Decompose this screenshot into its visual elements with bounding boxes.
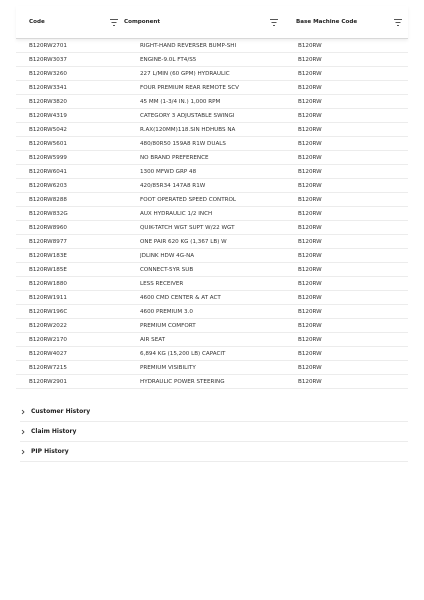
- table-row[interactable]: [16, 221, 408, 235]
- cell-base-machine-code: B120RW: [298, 56, 322, 63]
- cell-code: B120RW185E: [29, 266, 67, 273]
- cell-base-machine-code: B120RW: [298, 42, 322, 49]
- cell-component: LESS RECEIVER: [140, 280, 184, 287]
- cell-component: 1300 MFWD GRP 48: [140, 168, 197, 175]
- cell-base-machine-code: B120RW: [298, 364, 322, 371]
- cell-component: ENGINE-9.0L FT4/S5: [140, 56, 197, 63]
- cell-component: PREMIUM VISIBILITY: [140, 364, 196, 371]
- cell-component: CONNECT-5YR SUB: [140, 266, 194, 273]
- table-body: [16, 39, 408, 389]
- chevron-right-icon[interactable]: [20, 449, 26, 455]
- section-label: Customer History: [31, 408, 91, 415]
- cell-base-machine-code: B120RW: [298, 70, 322, 77]
- cell-code: B120RW5042: [29, 126, 67, 133]
- cell-base-machine-code: B120RW: [298, 378, 322, 385]
- cell-component: CATEGORY 3 ADJUSTABLE SWINGI: [140, 112, 235, 119]
- cell-base-machine-code: B120RW: [298, 238, 322, 245]
- cell-base-machine-code: B120RW: [298, 140, 322, 147]
- cell-base-machine-code: B120RW: [298, 252, 322, 259]
- cell-base-machine-code: B120RW: [298, 280, 322, 287]
- table-row[interactable]: [16, 193, 408, 207]
- filter-icon[interactable]: [270, 19, 278, 26]
- cell-code: B120RW2170: [29, 336, 67, 343]
- cell-code: B120RW2701: [29, 42, 67, 49]
- table-row[interactable]: [16, 179, 408, 193]
- cell-code: B120RW2022: [29, 322, 67, 329]
- cell-code: B120RW3037: [29, 56, 67, 63]
- cell-component: ONE PAIR 620 KG (1,367 LB) W: [140, 238, 227, 245]
- table-row[interactable]: [16, 319, 408, 333]
- cell-component: 4600 PREMIUM 3.0: [140, 308, 193, 315]
- section-label: Claim History: [31, 428, 77, 435]
- cell-base-machine-code: B120RW: [298, 210, 322, 217]
- cell-component: FOUR PREMIUM REAR REMOTE SCV: [140, 84, 239, 91]
- table-header: [16, 6, 408, 39]
- cell-base-machine-code: B120RW: [298, 154, 322, 161]
- history-sections: [20, 402, 408, 462]
- table-row[interactable]: [16, 67, 408, 81]
- cell-component: PREMIUM COMFORT: [140, 322, 196, 329]
- chevron-right-icon[interactable]: [20, 409, 26, 415]
- column-header-code[interactable]: [16, 6, 124, 38]
- table-row[interactable]: [16, 263, 408, 277]
- filter-icon[interactable]: [110, 19, 118, 26]
- cell-component: QUIK-TATCH WGT SUPT W/22 WGT: [140, 224, 235, 231]
- column-header-label: Code: [29, 19, 45, 25]
- cell-code: B120RW8977: [29, 238, 67, 245]
- cell-code: B120RW8288: [29, 196, 67, 203]
- chevron-right-icon[interactable]: [20, 429, 26, 435]
- cell-code: B120RW183E: [29, 252, 67, 259]
- cell-code: B120RW5601: [29, 140, 67, 147]
- cell-component: 480/80R50 159A8 R1W DUALS: [140, 140, 226, 147]
- cell-code: B120RW4319: [29, 112, 67, 119]
- section-claim-history[interactable]: [20, 422, 408, 442]
- cell-component: FOOT OPERATED SPEED CONTROL: [140, 196, 237, 203]
- table-row[interactable]: [16, 123, 408, 137]
- cell-code: B120RW3260: [29, 70, 67, 77]
- table-row[interactable]: [16, 361, 408, 375]
- cell-code: B120RW3341: [29, 84, 67, 91]
- cell-component: 420/85R34 147A8 R1W: [140, 182, 206, 189]
- table-row[interactable]: [16, 277, 408, 291]
- cell-code: B120RW1880: [29, 280, 67, 287]
- column-header-label: Base Machine Code: [296, 19, 358, 25]
- cell-component: AUX HYDRAULIC 1/2 INCH: [140, 210, 213, 217]
- cell-code: B120RW3820: [29, 98, 67, 105]
- table-row[interactable]: [16, 39, 408, 53]
- cell-component: 4600 CMD CENTER & AT ACT: [140, 294, 221, 301]
- table-row[interactable]: [16, 291, 408, 305]
- table-row[interactable]: [16, 95, 408, 109]
- cell-base-machine-code: B120RW: [298, 336, 322, 343]
- cell-code: B120RW7215: [29, 364, 67, 371]
- cell-base-machine-code: B120RW: [298, 224, 322, 231]
- cell-code: B120RW8960: [29, 224, 67, 231]
- cell-code: B120RW832G: [29, 210, 68, 217]
- cell-component: RIGHT-HAND REVERSER BUMP-SHI: [140, 42, 237, 49]
- cell-component: JDLINK HDW 4G-NA: [140, 252, 195, 259]
- cell-component: HYDRAULIC POWER STEERING: [140, 378, 225, 385]
- cell-code: B120RW5999: [29, 154, 67, 161]
- cell-base-machine-code: B120RW: [298, 98, 322, 105]
- components-table: [16, 6, 408, 389]
- cell-base-machine-code: B120RW: [298, 126, 322, 133]
- cell-base-machine-code: B120RW: [298, 308, 322, 315]
- cell-base-machine-code: B120RW: [298, 168, 322, 175]
- cell-code: B120RW6203: [29, 182, 67, 189]
- table-row[interactable]: [16, 207, 408, 221]
- cell-base-machine-code: B120RW: [298, 322, 322, 329]
- table-row[interactable]: [16, 235, 408, 249]
- cell-component: 227 L/MIN (60 GPM) HYDRAULIC: [140, 70, 230, 77]
- cell-code: B120RW4027: [29, 350, 67, 357]
- cell-component: AIR SEAT: [140, 336, 166, 343]
- table-row[interactable]: [16, 81, 408, 95]
- cell-base-machine-code: B120RW: [298, 182, 322, 189]
- section-label: PIP History: [31, 448, 69, 455]
- table-row[interactable]: [16, 375, 408, 389]
- table-row[interactable]: [16, 137, 408, 151]
- cell-code: B120RW196C: [29, 308, 68, 315]
- cell-code: B120RW1911: [29, 294, 67, 301]
- table-row[interactable]: [16, 151, 408, 165]
- cell-code: B120RW6041: [29, 168, 67, 175]
- cell-component: 45 MM (1-3/4 IN.) 1,000 RPM: [140, 98, 221, 105]
- cell-base-machine-code: B120RW: [298, 112, 322, 119]
- table-row[interactable]: [16, 249, 408, 263]
- cell-component: R.AX(120MM)118.SIN HDHUBS NA: [140, 126, 236, 133]
- cell-component: NO BRAND PREFERENCE: [140, 154, 209, 161]
- table-row[interactable]: [16, 347, 408, 361]
- column-header-base-machine-code[interactable]: [284, 6, 408, 38]
- table-row[interactable]: [16, 333, 408, 347]
- cell-base-machine-code: B120RW: [298, 84, 322, 91]
- filter-icon[interactable]: [394, 19, 402, 26]
- column-header-component[interactable]: [124, 6, 284, 38]
- cell-base-machine-code: B120RW: [298, 266, 322, 273]
- table-row[interactable]: [16, 165, 408, 179]
- cell-base-machine-code: B120RW: [298, 196, 322, 203]
- table-row[interactable]: [16, 305, 408, 319]
- table-row[interactable]: [16, 53, 408, 67]
- table-row[interactable]: [16, 109, 408, 123]
- section-pip-history[interactable]: [20, 442, 408, 462]
- cell-base-machine-code: B120RW: [298, 350, 322, 357]
- section-customer-history[interactable]: [20, 402, 408, 422]
- cell-base-machine-code: B120RW: [298, 294, 322, 301]
- cell-component: 6,894 KG (15,200 LB) CAPACIT: [140, 350, 226, 357]
- cell-code: B120RW2901: [29, 378, 67, 385]
- column-header-label: Component: [124, 19, 161, 25]
